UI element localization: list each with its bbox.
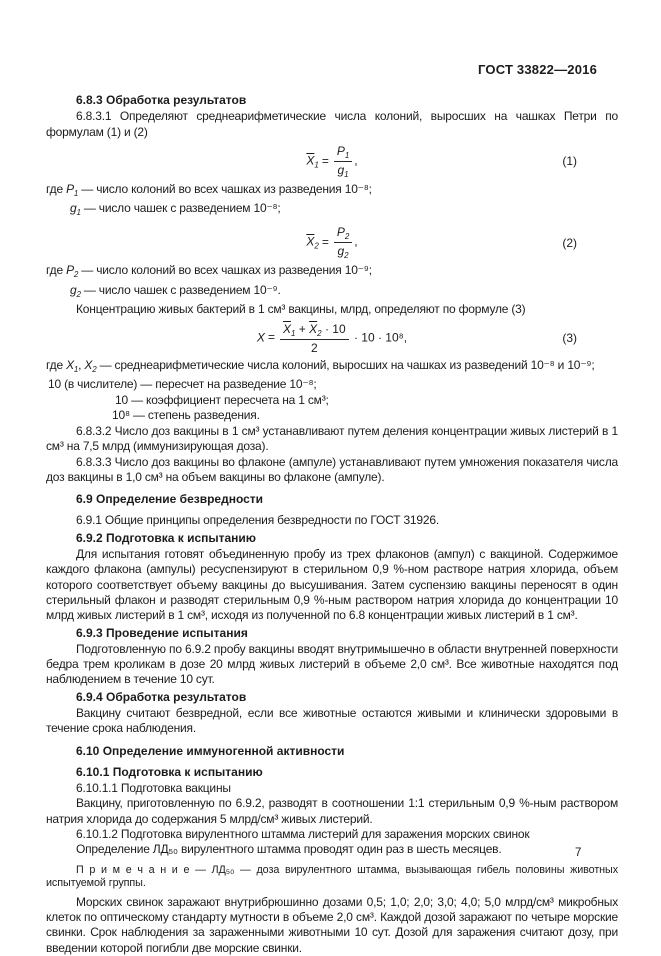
var-subscript: 1 [76, 208, 81, 218]
equals-sign: = [267, 330, 275, 345]
equals-sign: = [321, 234, 329, 249]
formula-3 [46, 322, 618, 355]
var-symbol: g [70, 201, 77, 216]
equals-sign: = [321, 153, 329, 168]
paragraph-6-9-2: Для испытания готовят объединенную пробу из трех флаконов (ампул) с вакциной. Содержимое каждого флакона (ампулы) ресуспензируют в стерильном 0,9 %-ном растворе натрия хлорида, объем которого соответствует объему вакцины до высушивания. Затем суспензию вакцины переносят в один стерильный флакон и разводят стерильным 0,9 %-ным раствором натрия хлорида до концентрации 10 млрд живых листерий в 1 см³, исходя из полученной по 6.8 концентрации живых листерий в 1 см³. [46, 547, 618, 623]
fraction-numerator [334, 144, 352, 162]
denominator-symbol: g [337, 162, 345, 177]
definition-line: 10 — коэффициент пересчета на 1 см³; [115, 392, 329, 407]
definition-line [46, 358, 618, 378]
formula-3-lhs: X [256, 330, 265, 345]
document-content [46, 91, 618, 956]
var-subscript: 1 [73, 188, 79, 198]
heading-6-9: 6.9 Определение безвредности [76, 492, 264, 507]
fraction [334, 144, 352, 179]
def-text: — число колоний во всех чашках из разведения 10⁻⁹; [78, 263, 372, 278]
var-subscript: 1 [73, 364, 79, 374]
formula-1-tail: , [354, 153, 358, 168]
fraction-numerator [280, 322, 349, 340]
doc-number-header: ГОСТ 33822—2016 [478, 62, 597, 77]
numerator-subscript: 1 [344, 150, 350, 160]
paragraph-6-8-3-1: 6.8.3.1 Определяют среднеарифметические числа колоний, выросших на чашках Петри по формулам (1) и (2) [46, 109, 618, 139]
var-symbol: X [84, 357, 93, 372]
formula-1-lhs: $\overline{X}$ [306, 153, 315, 168]
paragraph-6-10-1-1-title: 6.10.1.1 Подготовка вакцины [76, 781, 231, 796]
formula-2-expression [306, 225, 357, 260]
heading-6-9-4: 6.9.4 Обработка результатов [76, 689, 247, 704]
page-number: 7 [575, 847, 582, 859]
formula-3-expression [257, 322, 407, 355]
numerator-x2-subscript: 2 [317, 328, 322, 338]
def-text: — число чашек с разведением 10⁻⁸; [80, 201, 281, 216]
heading-6-8-3: 6.8.3 Обработка результатов [76, 93, 247, 107]
numerator-symbol: P [336, 225, 345, 240]
definition-line [46, 201, 618, 221]
paragraph-concentration: Концентрацию живых бактерий в 1 см³ вакцины, млрд, определяют по формуле (3) [76, 302, 526, 317]
paragraph-6-10-1-2-title: 6.10.1.2 Подготовка вирулентного штамма листерий для заражения морских свинок [76, 827, 530, 842]
formula-1-number: (1) [562, 154, 577, 169]
numerator-subscript: 2 [344, 232, 350, 242]
paragraph-6-9-4: Вакцину считают безвредной, если все животные остаются живыми и клинически здоровыми в течение срока наблюдения. [46, 705, 618, 736]
def-lead: где [46, 263, 67, 278]
fraction [334, 225, 352, 260]
var-symbol: X [66, 357, 74, 372]
def-separator: , [78, 357, 85, 372]
formula-2 [46, 225, 618, 260]
heading-6-10-1: 6.10.1 Подготовка к испытанию [76, 764, 263, 779]
var-symbol: P [66, 181, 74, 196]
fraction-denominator: 2 [310, 340, 318, 355]
paragraph-6-8-3-2: 6.8.3.2 Число доз вакцины в 1 см³ устанавливают путем деления концентрации живых листерий в 1 см³ на 7,5 млрд (иммунизирующая доза). [46, 423, 618, 454]
heading-6-9-2: 6.9.2 Подготовка к испытанию [76, 530, 257, 545]
def-lead: где [46, 181, 67, 196]
paragraph-6-9-1: 6.9.1 Общие принципы определения безвредности по ГОСТ 31926. [76, 513, 439, 528]
formula-1-lhs-subscript: 1 [314, 160, 319, 170]
numerator-multiplier: · 10 [324, 321, 346, 336]
plus-sign: + [298, 321, 306, 336]
paragraph-infection-doses: Морских свинок заражают внутрибрюшинно дозами 0,5; 1,0; 2,0; 3,0; 4,0; 5,0 млрд/см³ микробных клеток по оптическому стандарту мутности в объеме 2,0 см³. Каждой дозой заражают по четыре морские свинки. Срок наблюдения за зараженными животными 10 сут. Дозой для заражения считают дозу, при введении которой погибли две морские свинки. [46, 894, 618, 955]
definition-line: 10⁸ — степень разведения. [112, 408, 260, 423]
var-subscript: 2 [73, 270, 79, 280]
var-symbol: g [70, 282, 77, 297]
fraction-denominator [334, 243, 352, 260]
formula-2-tail: , [354, 234, 358, 249]
formula-1 [46, 144, 618, 179]
formula-3-number: (3) [562, 331, 577, 346]
formula-2-lhs: $\overline{X}$ [306, 234, 315, 249]
numerator-x2: $\overline{X}$ [309, 321, 318, 336]
def-text: — число колоний во всех чашках из разведения 10⁻⁸; [78, 181, 372, 196]
denominator-subscript: 1 [344, 169, 349, 179]
heading-6-9-3: 6.9.3 Проведение испытания [76, 625, 248, 640]
denominator-symbol: g [337, 244, 345, 259]
paragraph-6-10-1-1: Вакцину, приготовленную по 6.9.2, разводят в соотношении 1:1 стерильным 0,9 %-ным раствором натрия хлорида до содержания 5 млрд/см³ живых листерий. [46, 796, 618, 826]
formula-1-expression [306, 144, 357, 179]
paragraph-ld50: Определение ЛД₅₀ вирулентного штамма проводят один раз в шесть месяцев. [76, 842, 502, 857]
var-symbol: P [66, 263, 74, 278]
numerator-x1: $\overline{X}$ [282, 321, 291, 336]
definition-line [46, 283, 618, 303]
def-text: — число чашек с разведением 10⁻⁹. [80, 282, 281, 297]
definition-line [46, 263, 618, 283]
fraction-numerator [334, 225, 352, 243]
formula-2-number: (2) [562, 235, 577, 250]
numerator-symbol: P [336, 143, 345, 158]
paragraph-6-8-3-3: 6.8.3.3 Число доз вакцины во флаконе (ампуле) устанавливают путем умножения показателя числа доз вакцины в 1,0 см³ на объем вакцины во флаконе (ампуле). [46, 454, 618, 484]
fraction-denominator [334, 162, 352, 179]
note-ld50: П р и м е ч а н и е — ЛД₅₀ — доза вирулентного штамма, вызывающая гибель половины животных испытуемой группы. [46, 863, 618, 889]
formula-2-lhs-subscript: 2 [314, 241, 319, 251]
var-subscript: 2 [92, 364, 97, 374]
var-subscript: 2 [76, 289, 81, 299]
fraction [280, 322, 349, 355]
definition-line: 10 (в числителе) — пересчет на разведение 10⁻⁸; [48, 377, 317, 392]
paragraph-6-9-3: Подготовленную по 6.9.2 пробу вакцины вводят внутримышечно в области внутренней поверхности бедра трем кроликам в дозе 20 млрд живых листерий в объеме 2,0 см³. Все животные находятся под наблюдением в течение 10 сут. [46, 641, 618, 687]
definition-line [46, 182, 618, 202]
heading-6-10: 6.10 Определение иммуногенной активности [76, 743, 345, 758]
denominator-subscript: 2 [344, 251, 349, 261]
numerator-x1-subscript: 1 [290, 328, 296, 338]
def-lead: где [46, 357, 67, 372]
formula-3-tail: · 10 · 10⁸, [353, 330, 408, 345]
def-text: — среднеарифметические числа колоний, выросших на чашках из разведений 10⁻⁸ и 10⁻⁹; [96, 357, 595, 372]
